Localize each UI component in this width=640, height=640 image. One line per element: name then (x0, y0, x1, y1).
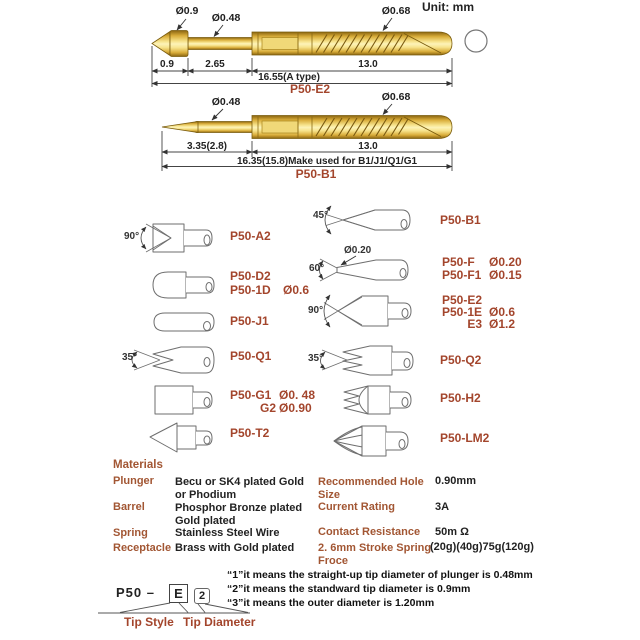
pin1-dia-barrel-label: Ø0.68 (381, 5, 411, 17)
tip-style-glyphs (132, 206, 413, 456)
pin2-dim-barrel: 13.0 (358, 141, 378, 152)
materials-row-label: Receptacle (113, 542, 172, 554)
specs-row-value: (20g)(40g)75g(120g) (430, 541, 534, 553)
materials-row-label: Barrel (113, 501, 145, 513)
tip-d2-name: P50-D2 (230, 269, 271, 283)
tip-a2-name: P50-A2 (230, 229, 271, 243)
pin2-dim-total: 16.35(15.8)Make used for B1/J1/Q1/G1 (236, 156, 418, 167)
tip-e2-dia2: Ø0.6 (489, 305, 516, 319)
tip-f-dia2: Ø0.15 (489, 268, 522, 282)
tip-d2-name2: P50-1D (230, 283, 271, 297)
materials-row-label: Spring (113, 527, 148, 539)
pin2-dia-barrel-label: Ø0.68 (381, 91, 411, 103)
pin2-part-name: P50-B1 (295, 167, 337, 181)
specs-row-label: Contact Resistance (318, 526, 421, 538)
materials-row-value: Becu or SK4 plated Gold or Phodium (175, 476, 304, 501)
tip-e2-name: P50-E2 (442, 293, 483, 307)
materials-row-value: Brass with Gold plated (175, 542, 295, 554)
tip-e2-name2: P50-1E (442, 305, 483, 319)
pin2-dia-shaft-label: Ø0.48 (211, 96, 241, 108)
note-line: “2”it means the standward tip diameter is 0.9mm (227, 583, 471, 596)
tip-f-glyph (320, 256, 409, 281)
pin2-dim-tip: 3.35(2.8) (186, 141, 228, 152)
tip-h2-name: P50-H2 (440, 391, 481, 405)
tip-e2-glyph (324, 295, 411, 327)
tip-g1-dia: Ø0. 48 (279, 388, 316, 402)
specs-row-label: Recommended Hole Size (318, 476, 424, 501)
part-number-tip-diameter-box: 2 (194, 588, 210, 604)
tip-f-dia: Ø0.20 (489, 255, 522, 269)
tip-t2-glyph (150, 423, 212, 452)
tip-q2-angle: 35° (308, 353, 324, 364)
materials-heading: Materials (113, 459, 163, 471)
tip-q1-angle: 35° (122, 352, 138, 363)
tip-g1-name2: G2 (259, 401, 276, 415)
tip-g1-glyph (155, 386, 212, 414)
tip-t2-name: P50-T2 (230, 426, 270, 440)
note-line: “1”it means the straight-up tip diameter of plunger is 0.48mm (227, 569, 533, 581)
specs-row-label: Current Rating (318, 501, 395, 513)
materials-row-label: Plunger (113, 475, 154, 487)
pin1-part-name: P50-E2 (289, 82, 331, 96)
tip-d2-dia2: Ø0.6 (283, 283, 310, 297)
part-number-tip-style-box: E (169, 584, 188, 603)
tip-q1-name: P50-Q1 (230, 349, 272, 363)
tip-f-angle: 60° (309, 263, 325, 274)
tip-f-name: P50-F (442, 255, 475, 269)
tip-style-legend-label: Tip Style (124, 615, 174, 629)
pin1-dim-barrel: 13.0 (358, 59, 378, 70)
tip-e2-dia3: Ø1.2 (489, 317, 516, 331)
tip-a2-angle: 90° (124, 231, 140, 242)
unit-label: Unit: mm (422, 0, 474, 14)
notes-block (227, 568, 533, 611)
pin1-dim-total: 16.55(A type) (258, 72, 320, 83)
pin1-dia-tip-label: Ø0.9 (175, 5, 199, 17)
tip-j1-name: P50-J1 (230, 314, 269, 328)
tip-b1-angle: 45° (313, 210, 329, 221)
end-view-circle (465, 30, 487, 52)
materials-row-value: Stainless Steel Wire (175, 527, 280, 539)
tip-j1-glyph (154, 313, 214, 331)
tip-diameter-legend-label: Tip Diameter (183, 615, 256, 629)
tip-e2-angle: 90° (308, 305, 324, 316)
tip-d2-glyph (153, 272, 214, 298)
tip-b1-name: P50-B1 (440, 213, 481, 227)
tip-f-tipdia: Ø0.20 (344, 245, 372, 256)
tip-a2-glyph (141, 224, 212, 252)
specs-row-label: 2. 6mm Stroke Spring Froce (318, 542, 432, 567)
part-number-prefix: P50 – (116, 585, 155, 600)
materials-row-value: Phosphor Bronze plated Gold plated (175, 502, 303, 527)
pin1-dim-tip: 0.9 (160, 59, 174, 70)
specs-row-value: 0.90mm (435, 475, 476, 487)
tip-b1-glyph (325, 206, 410, 234)
tip-q2-glyph (321, 346, 414, 375)
tip-f-name2: P50-F1 (442, 268, 482, 282)
specs-row-value: 3A (435, 501, 450, 513)
tip-q1-glyph (132, 347, 214, 373)
tip-lm2-name: P50-LM2 (440, 431, 490, 445)
tip-lm2-glyph (334, 426, 408, 456)
tip-q2-name: P50-Q2 (440, 353, 482, 367)
pin1-dia-shaft-label: Ø0.48 (211, 12, 241, 24)
tip-g1-dia2: Ø0.90 (279, 401, 312, 415)
pin1-dim-shaft: 2.65 (205, 59, 225, 70)
note-line: “3”it means the outer diameter is 1.20mm (227, 597, 435, 610)
tip-g1-name: P50-G1 (230, 388, 272, 402)
tip-h2-glyph (344, 386, 411, 414)
tip-e2-name3: E3 (467, 317, 482, 331)
specs-row-value: 50m Ω (435, 526, 469, 538)
